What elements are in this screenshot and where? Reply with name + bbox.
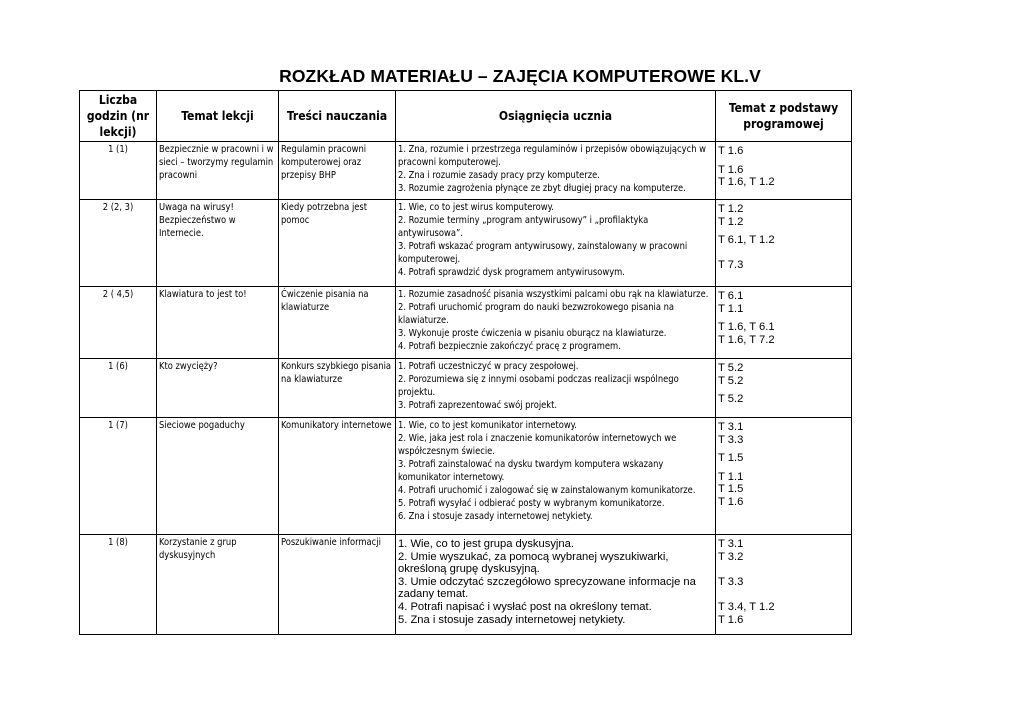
- header-outcomes: Osiągnięcia ucznia: [396, 91, 716, 142]
- standard-item: T 1.1: [718, 302, 744, 315]
- outcome-item: 3. Potrafi zainstalować na dysku twardym komputera wskazany komunikator internetowy.: [398, 459, 664, 483]
- standard-item: T 1.1: [718, 470, 744, 483]
- outcomes-cell: [396, 200, 716, 287]
- outcomes-cell: [396, 142, 716, 200]
- content-cell: Regulamin pracowni komputerowej oraz przepisy BHP: [279, 142, 396, 200]
- hours-cell: 2 (2, 3): [80, 200, 157, 287]
- outcomes-cell: [396, 359, 716, 418]
- outcomes-cell: [396, 287, 716, 359]
- standard-item: T 5.2: [718, 393, 744, 406]
- outcome-item: 4. Potrafi uruchomić i zalogować się w zainstalowanym komunikatorze.: [398, 485, 696, 496]
- outcome-item: 5. Zna i stosuje zasady internetowej netykiety.: [398, 613, 626, 626]
- content-cell: Konkurs szybkiego pisania na klawiaturze: [279, 359, 396, 418]
- outcome-item: 2. Umie wyszukać, za pomocą wybranej wyszukiwarki, określoną grupę dyskusyjną.: [398, 550, 669, 576]
- standards-cell: [716, 418, 852, 535]
- standard-item: T 5.2: [718, 374, 744, 387]
- hours-cell: 1 (8): [80, 535, 157, 635]
- outcome-item: 2. Rozumie terminy „program antywirusowy” i „profilaktyka antywirusowa”.: [398, 215, 649, 239]
- standards-cell: [716, 359, 852, 418]
- header-topic: Temat lekcji: [157, 91, 279, 142]
- standard-item: T 3.4, T 1.2: [718, 600, 775, 613]
- outcome-item: 2. Wie, jaka jest rola i znaczenie komunikatorów internetowych we współczesnym świecie.: [398, 433, 677, 457]
- outcome-item: 1. Rozumie zasadność pisania wszystkimi palcami obu rąk na klawiaturze.: [398, 289, 709, 300]
- outcome-item: 2. Potrafi uruchomić program do nauki bezwzrokowego pisania na klawiaturze.: [398, 302, 675, 326]
- hours-cell: 1 (7): [80, 418, 157, 535]
- topic-cell: Sieciowe pogaduchy: [157, 418, 279, 535]
- standard-item: T 1.2: [718, 203, 744, 215]
- topic-cell: Uwaga na wirusy! Bezpieczeństwo w Internecie.: [157, 200, 279, 287]
- hours-cell: 1 (6): [80, 359, 157, 418]
- outcome-item: 3. Potrafi wskazać program antywirusowy, zainstalowany w pracowni komputerowej.: [398, 241, 688, 265]
- table-row: [80, 359, 852, 418]
- standard-item: T 3.1: [718, 538, 744, 550]
- outcome-item: 4. Potrafi bezpiecznie zakończyć pracę z programem.: [398, 341, 621, 352]
- standards-cell: [716, 200, 852, 287]
- header-row: [80, 91, 852, 142]
- outcome-item: 1. Potrafi uczestniczyć w pracy zespołowej.: [398, 361, 579, 372]
- standard-item: T 1.6, T 1.2: [718, 176, 775, 189]
- standard-item: T 1.2: [718, 215, 744, 228]
- standard-item: T 1.6: [718, 495, 744, 508]
- table-row: [80, 200, 852, 287]
- outcome-item: 4. Potrafi napisać i wysłać post na określony temat.: [398, 600, 652, 613]
- standard-item: T 1.6, T 7.2: [718, 333, 775, 346]
- standards-cell: [716, 142, 852, 200]
- topic-cell: Korzystanie z grup dyskusyjnych: [157, 535, 279, 635]
- content-cell: Ćwiczenie pisania na klawiaturze: [279, 287, 396, 359]
- header-standards: Temat z podstawy programowej: [716, 91, 852, 142]
- standard-item: T 1.5: [718, 452, 744, 465]
- table-row: [80, 287, 852, 359]
- content-cell: Kiedy potrzebna jest pomoc: [279, 200, 396, 287]
- outcome-item: 2. Zna i rozumie zasady pracy przy komputerze.: [398, 170, 600, 181]
- standard-item: T 1.6, T 6.1: [718, 321, 775, 334]
- page-title: ROZKŁAD MATERIAŁU – ZAJĘCIA KOMPUTEROWE KL.V: [279, 66, 761, 86]
- standard-item: T 1.5: [718, 483, 744, 496]
- outcome-item: 1. Wie, co to jest wirus komputerowy.: [398, 202, 554, 213]
- standard-item: T 5.2: [718, 362, 744, 374]
- outcomes-cell: [396, 535, 716, 635]
- table-row: [80, 535, 852, 635]
- standard-item: T 3.3: [718, 575, 744, 588]
- standard-item: T 3.3: [718, 433, 744, 446]
- outcome-item: 1. Wie, co to jest grupa dyskusyjna.: [398, 538, 574, 550]
- header-content: Treści nauczania: [279, 91, 396, 142]
- outcome-item: 5. Potrafi wysyłać i odbierać posty w wybranym komunikatorze.: [398, 498, 665, 509]
- table-row: [80, 418, 852, 535]
- outcome-item: 3. Umie odczytać szczegółowo sprecyzowane informacje na zadany temat.: [398, 575, 696, 601]
- outcome-item: 1. Zna, rozumie i przestrzega regulaminów i przepisów obowiązujących w pracowni komputerowej.: [398, 144, 706, 168]
- outcome-item: 6. Zna i stosuje zasady internetowej netykiety.: [398, 511, 593, 522]
- hours-cell: 1 (1): [80, 142, 157, 200]
- topic-cell: Kto zwycięży?: [157, 359, 279, 418]
- standard-item: T 1.6: [718, 613, 744, 626]
- outcomes-cell: [396, 418, 716, 535]
- content-cell: Poszukiwanie informacji: [279, 535, 396, 635]
- standard-item: T 6.1: [718, 290, 744, 302]
- outcome-item: 1. Wie, co to jest komunikator internetowy.: [398, 420, 577, 431]
- standard-item: T 1.6: [718, 145, 744, 157]
- outcome-item: 3. Potrafi zaprezentować swój projekt.: [398, 400, 558, 411]
- standard-item: T 3.2: [718, 550, 744, 563]
- standards-cell: [716, 535, 852, 635]
- standards-cell: [716, 287, 852, 359]
- standard-item: T 1.6: [718, 163, 744, 176]
- outcome-item: 4. Potrafi sprawdzić dysk programem antywirusowym.: [398, 267, 625, 278]
- hours-cell: 2 ( 4,5): [80, 287, 157, 359]
- outcome-item: 3. Rozumie zagrożenia płynące ze zbyt długiej pracy na komputerze.: [398, 183, 686, 194]
- content-cell: Komunikatory internetowe: [279, 418, 396, 535]
- standard-item: T 6.1, T 1.2: [718, 234, 775, 247]
- topic-cell: Klawiatura to jest to!: [157, 287, 279, 359]
- schedule-table: [79, 90, 852, 635]
- standard-item: T 3.1: [718, 421, 744, 433]
- topic-cell: Bezpiecznie w pracowni i w sieci – tworzymy regulamin pracowni: [157, 142, 279, 200]
- header-hours: Liczba godzin (nr lekcji): [80, 91, 157, 142]
- table-row: [80, 142, 852, 200]
- outcome-item: 3. Wykonuje proste ćwiczenia w pisaniu oburącz na klawiaturze.: [398, 328, 667, 339]
- standard-item: T 7.3: [718, 259, 744, 272]
- outcome-item: 2. Porozumiewa się z innymi osobami podczas realizacji wspólnego projektu.: [398, 374, 679, 398]
